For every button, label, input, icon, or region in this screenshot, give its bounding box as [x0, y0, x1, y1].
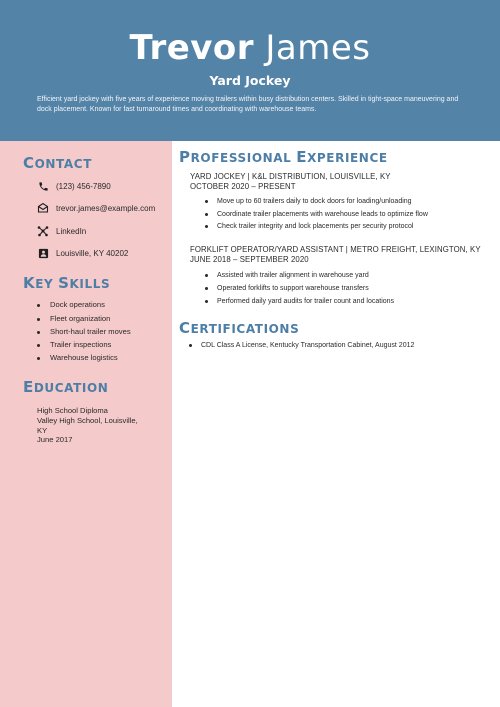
skills-heading: KEY SKILLS [23, 274, 111, 292]
address-icon [37, 247, 49, 259]
contact-linkedin [37, 224, 86, 238]
contact-email [37, 201, 155, 215]
job-title: Yard Jockey [209, 73, 291, 88]
first-name: Trevor [129, 28, 255, 68]
job-bullet: Operated forklifts to support warehouse transfers [205, 284, 369, 293]
skill-item: Warehouse logistics [37, 353, 118, 363]
job-dates: JUNE 2018 – SEPTEMBER 2020 [190, 255, 309, 264]
last-name: James [265, 28, 371, 68]
education-block [37, 406, 162, 445]
certification-item: CDL Class A License, Kentucky Transportation Cabinet, August 2012 [189, 341, 414, 350]
phone-text: (123) 456-7890 [56, 181, 111, 191]
experience-heading: PROFESSIONAL EXPERIENCE [179, 148, 388, 166]
candidate-name [0, 28, 500, 68]
job-bullet: Performed daily yard audits for trailer count and locations [205, 297, 394, 306]
school-line: Valley High School, Louisville, [37, 415, 138, 425]
job-bullet: Assisted with trailer alignment in warehouse yard [205, 271, 369, 280]
linkedin-icon [37, 225, 49, 237]
contact-heading: CONTACT [23, 154, 92, 172]
job-bullet: Coordinate trailer placements with warehouse leads to optimize flow [205, 210, 428, 219]
job-dates: OCTOBER 2020 – PRESENT [190, 182, 296, 191]
skill-item: Fleet organization [37, 314, 110, 324]
skill-item: Trailer inspections [37, 340, 111, 350]
degree: High School Diploma [37, 406, 108, 415]
email-text: trevor.james@example.com [56, 203, 156, 213]
resume-header [0, 0, 500, 141]
skill-item: Dock operations [37, 300, 105, 310]
job-heading: YARD JOCKEY | K&L DISTRIBUTION, LOUISVILLE, KY [190, 172, 391, 181]
job-heading: FORKLIFT OPERATOR/YARD ASSISTANT | METRO FREIGHT, LEXINGTON, KY [190, 245, 481, 254]
job-bullet: Check trailer integrity and lock placements per security protocol [205, 222, 413, 231]
contact-phone [37, 179, 111, 193]
address-text: Louisville, KY 40202 [56, 248, 129, 258]
linkedin-text[interactable]: LinkedIn [56, 226, 87, 236]
phone-icon [37, 180, 49, 192]
summary: Efficient yard jockey with five years of experience moving trailers within busy distribution centers. Skilled in tight-space maneuvering and dock placement. Known for fast turnaround times and coordinating with warehouse teams. [37, 96, 459, 113]
contact-address [37, 246, 128, 260]
email-icon [37, 202, 49, 214]
skill-item: Short-haul trailer moves [37, 327, 131, 337]
certifications-heading: CERTIFICATIONS [179, 319, 300, 337]
education-heading: EDUCATION [23, 378, 109, 396]
school-line: KY [37, 425, 48, 435]
job-bullet: Move up to 60 trailers daily to dock doors for loading/unloading [205, 197, 412, 206]
education-date: June 2017 [37, 435, 73, 445]
